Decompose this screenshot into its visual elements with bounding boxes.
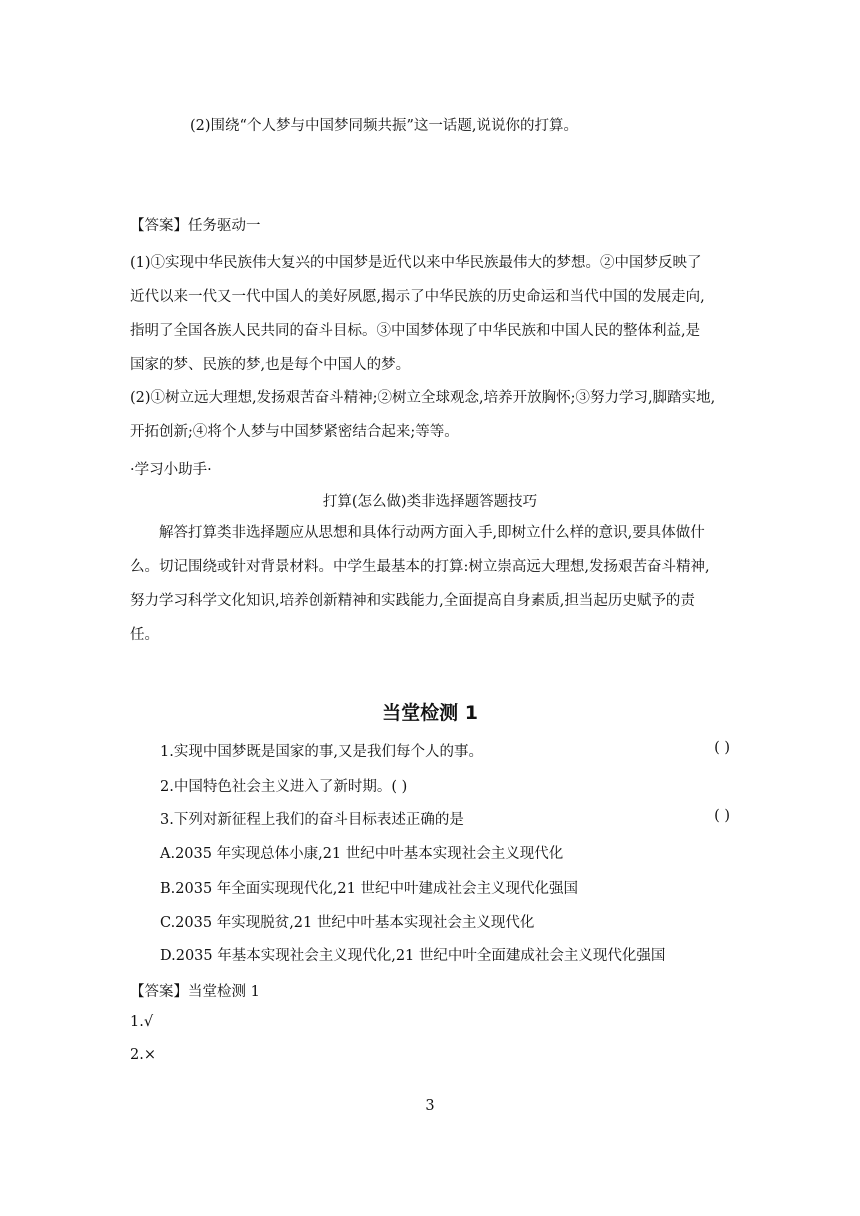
- answer-paragraph-1: [130, 246, 735, 382]
- answer-line: 国家的梦、民族的梦,也是每个中国人的梦。: [130, 357, 411, 373]
- helper-line: 努力学习科学文化知识,培养创新精神和实践能力,全面提高自身素质,担当起历史赋予的责: [130, 593, 695, 609]
- page-number: 3: [425, 1098, 435, 1114]
- helper-title: 打算(怎么做)类非选择题答题技巧: [322, 494, 538, 510]
- answer-line: 2.×: [130, 1047, 156, 1063]
- question-text: (2)围绕“个人梦与中国梦同频共振”这一话题,说说你的打算。: [190, 118, 578, 134]
- answer-header: 【答案】当堂检测 1: [130, 984, 260, 1000]
- helper-line: 任。: [130, 627, 159, 643]
- answer-paragraph-2: [130, 381, 735, 449]
- answer-line: 指明了全国各族人民共同的奋斗目标。③中国梦体现了中华民族和中国人民的整体利益,是: [130, 323, 701, 339]
- helper-line: 么。切记围绕或针对背景材料。中学生最基本的打算:树立崇高远大理想,发扬艰苦奋斗精神,: [130, 559, 710, 575]
- answer-line: 开拓创新;④将个人梦与中国梦紧密结合起来;等等。: [130, 424, 459, 440]
- option-b: B.2035 年全面实现现代化,21 世纪中叶建成社会主义现代化强国: [160, 881, 578, 897]
- answer-header: 【答案】任务驱动一: [130, 218, 261, 234]
- answer-parentheses: ( ): [714, 740, 730, 756]
- question-2: 2.中国特色社会主义进入了新时期。( ): [160, 779, 408, 795]
- question-3: 3.下列对新征程上我们的奋斗目标表述正确的是: [160, 812, 464, 828]
- question-1: 1.实现中国梦既是国家的事,又是我们每个人的事。: [160, 744, 483, 760]
- answer-line: (2)①树立远大理想,发扬艰苦奋斗精神;②树立全球观念,培养开放胸怀;③努力学习,脚踏实地,: [130, 390, 716, 406]
- helper-line: 解答打算类非选择题应从思想和具体行动两方面入手,即树立什么样的意识,要具体做什: [159, 525, 705, 541]
- helper-paragraph: [130, 516, 735, 652]
- option-c: C.2035 年实现脱贫,21 世纪中叶基本实现社会主义现代化: [160, 915, 535, 931]
- option-a: A.2035 年实现总体小康,21 世纪中叶基本实现社会主义现代化: [160, 846, 564, 862]
- answer-line: 1.√: [130, 1014, 154, 1030]
- answer-parentheses: ( ): [714, 808, 730, 824]
- section-title: 当堂检测 1: [382, 702, 478, 724]
- answer-line: 近代以来一代又一代中国人的美好夙愿,揭示了中华民族的历史命运和当代中国的发展走向,: [130, 289, 705, 305]
- helper-label: ·学习小助手·: [130, 462, 212, 478]
- option-d: D.2035 年基本实现社会主义现代化,21 世纪中叶全面建成社会主义现代化强国: [160, 948, 666, 964]
- answer-line: (1)①实现中华民族伟大复兴的中国梦是近代以来中华民族最伟大的梦想。②中国梦反映了: [130, 255, 702, 271]
